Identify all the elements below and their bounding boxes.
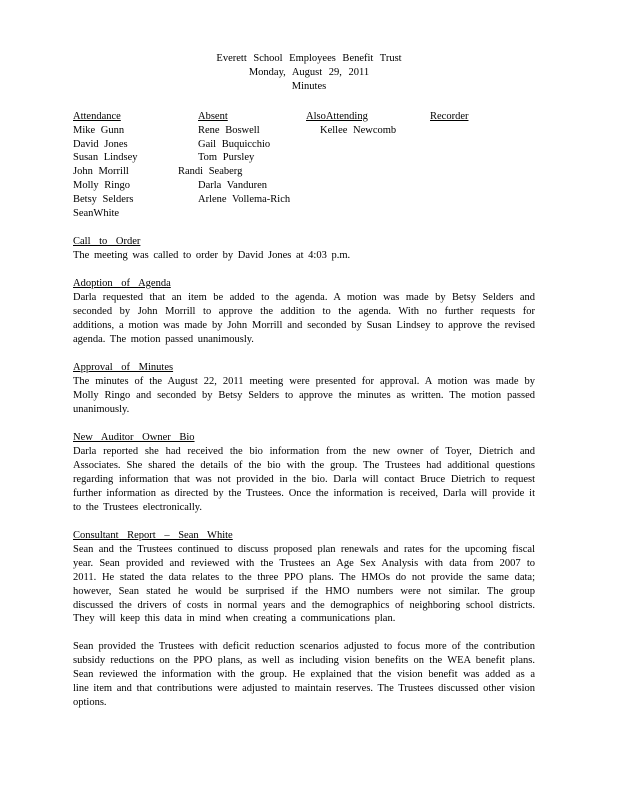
- section-body: Sean and the Trustees continued to discuss proposed plan renewals and rates for the upcoming fiscal year. Sean provided and reviewed with the Trustees an Age Sex Analysis with data from 2007 to 2011. He stated the data relates to the three PPO plans. The HMOs do not provide the same data; however, Sean stated he would be surprised if the HMO numbers were not similar. The group discussed the drivers of costs in normal years and the demographics of neighboring school districts. They will keep this data in mind when creating a communications plan.: [73, 543, 535, 625]
- section-title: Approval of Minutes: [73, 362, 174, 373]
- attendee: David Jones: [73, 138, 128, 150]
- attendance-column: [73, 110, 138, 220]
- section-body-continued: Sean provided the Trustees with deficit reduction scenarios adjusted to focus more of the contribution subsidy reductions on the PPO plans, as well as including vision benefits on the WEA benefit plans. Sean reviewed the information with the group. He explained that the vision benefit was added as a line item and that contributions were adjusted to maintain reserves. The Trustees discussed other vision options.: [73, 641, 535, 708]
- also-attending-header: AlsoAttending: [306, 111, 368, 122]
- absentee: Tom Pursley: [198, 152, 255, 164]
- section-body: The meeting was called to order by David Jones at 4:03 p.m.: [73, 249, 351, 261]
- section-call-to-order: [73, 235, 535, 263]
- absentee: Darla Vanduren: [198, 179, 267, 191]
- attendee: Susan Lindsey: [73, 152, 138, 164]
- also-attendee: Kellee Newcomb: [320, 124, 397, 136]
- attendee: Betsy Selders: [73, 193, 134, 205]
- document-type: Minutes: [291, 81, 327, 92]
- attendee: John Morrill: [73, 166, 129, 178]
- absentee: Gail Buquicchio: [198, 138, 271, 150]
- section-body: Darla reported she had received the bio information from the new owner of Toyer, Dietrich and Associates. She shared the details of the bio with the group. The Trustees had additional questions regarding information that was not provided in the bio. Darla will contact Bruce Dietrich to request further information as directed by the Trustees. Once the information is received, Darla will provide it to the Trustees electronically.: [73, 445, 535, 513]
- absentee: Randi Seaberg: [178, 166, 243, 178]
- recorder-header: Recorder: [430, 111, 469, 122]
- absentee: Arlene Vollema-Rich: [198, 193, 291, 205]
- attendee: Molly Ringo: [73, 179, 130, 191]
- section-body: The minutes of the August 22, 2011 meeting were presented for approval. A motion was made by Molly Ringo and seconded by Betsy Selders to approve the minutes as written. The motion passed unanimously.: [73, 375, 535, 415]
- absent-column: [178, 110, 291, 207]
- section-adoption-of-agenda: [73, 277, 535, 347]
- absent-header: Absent: [198, 111, 228, 122]
- section-consultant-report: [73, 529, 535, 710]
- document-header: [0, 52, 618, 94]
- section-title: Call to Order: [73, 236, 141, 247]
- meeting-date: Monday, August 29, 2011: [248, 67, 370, 78]
- section-title: New Auditor Owner Bio: [73, 432, 195, 443]
- recorder-column: [430, 110, 468, 124]
- attendee: Mike Gunn: [73, 124, 125, 136]
- absentee: Rene Boswell: [198, 124, 260, 136]
- attendance-header: Attendance: [73, 111, 121, 122]
- section-title: Adoption of Agenda: [73, 278, 171, 289]
- section-approval-of-minutes: [73, 361, 535, 417]
- also-attending-column: [306, 110, 396, 138]
- attendee: SeanWhite: [73, 207, 120, 219]
- section-body: Darla requested that an item be added to the agenda. A motion was made by Betsy Selders and seconded by John Morrill to approve the addition to the agenda. With no further requests for additions, a motion was made by John Morrill and seconded by Susan Lindsey to approve the revised agenda. The motion passed unanimously.: [73, 291, 535, 345]
- organization-title: Everett School Employees Benefit Trust: [216, 53, 402, 64]
- section-new-auditor-owner-bio: [73, 431, 535, 514]
- section-title: Consultant Report – Sean White: [73, 530, 233, 541]
